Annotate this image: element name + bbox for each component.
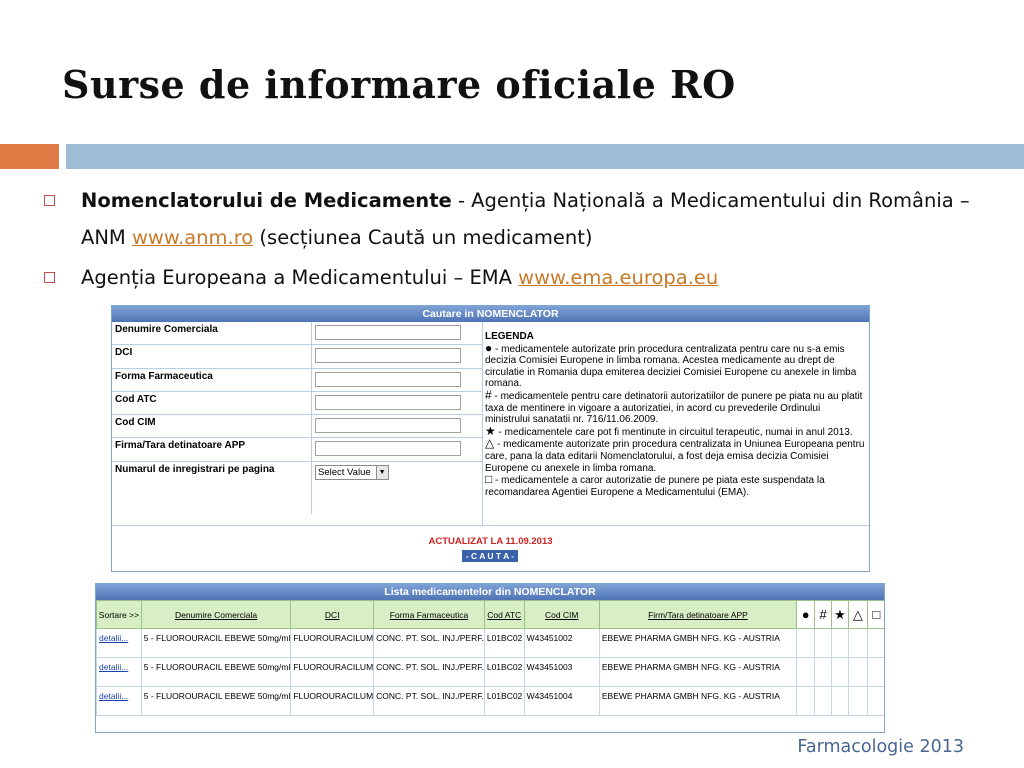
triangle-icon: △ <box>485 436 495 451</box>
cell-flag <box>831 658 848 687</box>
cell-flag <box>797 687 815 716</box>
star-icon: ★ <box>485 423 496 438</box>
field-row-atc <box>112 392 482 415</box>
table-row <box>97 629 886 658</box>
cell-dci: FLUOROURACILUM <box>291 687 374 716</box>
legend-text: - medicamentele care pot fi mentinute in circuitul terapeutic, numai in anul 2013. <box>495 426 853 438</box>
square-icon: □ <box>485 472 493 487</box>
circle-icon: ● <box>797 601 815 629</box>
legend-item <box>485 423 867 439</box>
cell-flag <box>849 658 868 687</box>
field-label: DCI <box>112 345 312 367</box>
col-dci[interactable]: DCI <box>291 601 374 629</box>
cell-atc: L01BC02 <box>484 629 524 658</box>
results-table <box>95 583 885 733</box>
field-row-forma <box>112 369 482 392</box>
hash-icon: # <box>485 387 492 402</box>
field-label: Firma/Tara detinatoare APP <box>112 438 312 460</box>
bullet-bold-text: Nomenclatorului de Medicamente <box>81 189 452 212</box>
cell-flag <box>831 687 848 716</box>
col-firma[interactable]: Firm/Tara detinatoare APP <box>599 601 796 629</box>
cell-flag <box>867 629 885 658</box>
search-form <box>111 305 870 572</box>
cell-dci: FLUOROURACILUM <box>291 629 374 658</box>
field-row-dci <box>112 345 482 368</box>
col-sort[interactable]: Sortare >> <box>97 601 142 629</box>
cell-forma: CONC. PT. SOL. INJ./PERF. <box>374 658 485 687</box>
cell-flag <box>815 658 832 687</box>
details-link[interactable]: detalii... <box>97 629 142 658</box>
legend-item <box>485 340 867 390</box>
col-denumire[interactable]: Denumire Comerciala <box>141 601 291 629</box>
cell-firma: EBEWE PHARMA GMBH NFG. KG - AUSTRIA <box>599 687 796 716</box>
legend-text: - medicamentele pentru care detinatorii autorizatiilor de punere pe piata nu au platit taxa de mentinere in vigoare a autorizatiei, in acord cu prevederile Ordinului ministrului sanatatii nr. 716/11.06.2009. <box>485 390 863 426</box>
cell-flag <box>815 687 832 716</box>
col-forma[interactable]: Forma Farmaceutica <box>374 601 485 629</box>
cell-cim: W43451004 <box>524 687 599 716</box>
forma-input[interactable] <box>315 372 461 387</box>
bullet-square-icon <box>44 195 55 206</box>
cell-flag <box>867 687 885 716</box>
square-icon: □ <box>867 601 885 629</box>
denumire-input[interactable] <box>315 325 461 340</box>
ema-link[interactable]: www.ema.europa.eu <box>518 266 719 289</box>
slide-title: Surse de informare oficiale RO <box>62 62 736 107</box>
field-label: Cod CIM <box>112 415 312 437</box>
search-fields <box>112 322 482 514</box>
divider <box>482 322 483 525</box>
cell-flag <box>867 658 885 687</box>
firma-input[interactable] <box>315 441 461 456</box>
cell-forma: CONC. PT. SOL. INJ./PERF. <box>374 629 485 658</box>
circle-icon: ● <box>485 340 493 355</box>
legend-text: - medicamente autorizate prin procedura centralizata in Uniunea Europeana pentru care, pana la data editarii Nomenclatorului, a fost deja emisa decizia Comisiei Europene cu anexele in limba romana. <box>485 439 865 474</box>
triangle-icon: △ <box>849 601 868 629</box>
table-row <box>97 658 886 687</box>
legend-item <box>485 387 867 426</box>
cell-flag <box>797 629 815 658</box>
cell-firma: EBEWE PHARMA GMBH NFG. KG - AUSTRIA <box>599 658 796 687</box>
legend-item <box>485 474 867 498</box>
cell-flag <box>797 658 815 687</box>
legend-text: - medicamentele a caror autorizatie de punere pe piata este suspendata la recomandarea Agentiei Europene a Medicamentului (EMA). <box>485 475 825 498</box>
bullet-text: Agenția Europeana a Medicamentului – EMA <box>81 266 519 289</box>
pagesize-select[interactable] <box>315 465 389 480</box>
legend-item <box>485 438 867 474</box>
legend <box>485 331 867 498</box>
cell-atc: L01BC02 <box>484 658 524 687</box>
chevron-down-icon: ▼ <box>376 466 388 479</box>
anm-link[interactable]: www.anm.ro <box>131 226 254 249</box>
cell-flag <box>849 629 868 658</box>
cell-forma: CONC. PT. SOL. INJ./PERF. <box>374 687 485 716</box>
cell-firma: EBEWE PHARMA GMBH NFG. KG - AUSTRIA <box>599 629 796 658</box>
accent-bar-blue <box>66 144 1024 169</box>
bullet-square-icon <box>44 272 55 283</box>
search-header: Cautare in NOMENCLATOR <box>112 306 869 322</box>
field-label: Numarul de inregistrari pe pagina <box>112 462 312 514</box>
footer-text: Farmacologie 2013 <box>797 737 964 757</box>
star-icon: ★ <box>831 601 848 629</box>
cim-input[interactable] <box>315 418 461 433</box>
field-row-denumire <box>112 322 482 345</box>
bullet-text-tail: (secțiunea Caută un medicament) <box>253 226 593 249</box>
legend-text: - medicamentele autorizate prin procedura centralizata pentru care nu s-a emis decizia Comisiei Europene in limba romana. Acestea medicamente au drept de circulatie in Romania dupa emiterea deciziei Comisiei Europene cu anexele in limba romana. <box>485 343 857 390</box>
cell-flag <box>831 629 848 658</box>
atc-input[interactable] <box>315 395 461 410</box>
field-label: Cod ATC <box>112 392 312 414</box>
field-row-cim <box>112 415 482 438</box>
table-header-row <box>97 601 886 629</box>
cell-denumire: 5 - FLUOROURACIL EBEWE 50mg/ml <box>141 687 291 716</box>
cell-denumire: 5 - FLUOROURACIL EBEWE 50mg/ml <box>141 629 291 658</box>
select-value: Select Value <box>318 466 371 478</box>
dci-input[interactable] <box>315 348 461 363</box>
results-header: Lista medicamentelor din NOMENCLATOR <box>96 584 884 600</box>
search-button[interactable]: - C A U T A - <box>462 550 518 562</box>
cell-atc: L01BC02 <box>484 687 524 716</box>
bullet-ema <box>44 259 974 296</box>
divider <box>112 525 869 526</box>
cell-cim: W43451002 <box>524 629 599 658</box>
cell-denumire: 5 - FLUOROURACIL EBEWE 50mg/ml <box>141 658 291 687</box>
results-grid <box>96 600 885 716</box>
hash-icon: # <box>815 601 832 629</box>
table-row <box>97 687 886 716</box>
cell-dci: FLUOROURACILUM <box>291 658 374 687</box>
details-link[interactable]: detalii... <box>97 687 142 716</box>
cell-flag <box>849 687 868 716</box>
bullet-anm <box>44 182 974 256</box>
field-label: Denumire Comerciala <box>112 322 312 344</box>
legend-title: LEGENDA <box>485 331 534 342</box>
accent-bar-orange <box>0 144 59 169</box>
bullet-list <box>44 182 974 296</box>
field-row-firma <box>112 438 482 461</box>
col-atc[interactable]: Cod ATC <box>484 601 524 629</box>
field-row-pagesize <box>112 462 482 514</box>
field-label: Forma Farmaceutica <box>112 369 312 391</box>
col-cim[interactable]: Cod CIM <box>524 601 599 629</box>
cell-cim: W43451003 <box>524 658 599 687</box>
bullet-text: - Agenția Națională a Medicamentului din România – ANM <box>81 189 970 249</box>
updated-label: ACTUALIZAT LA 11.09.2013 <box>428 536 553 547</box>
details-link[interactable]: detalii... <box>97 658 142 687</box>
cell-flag <box>815 629 832 658</box>
